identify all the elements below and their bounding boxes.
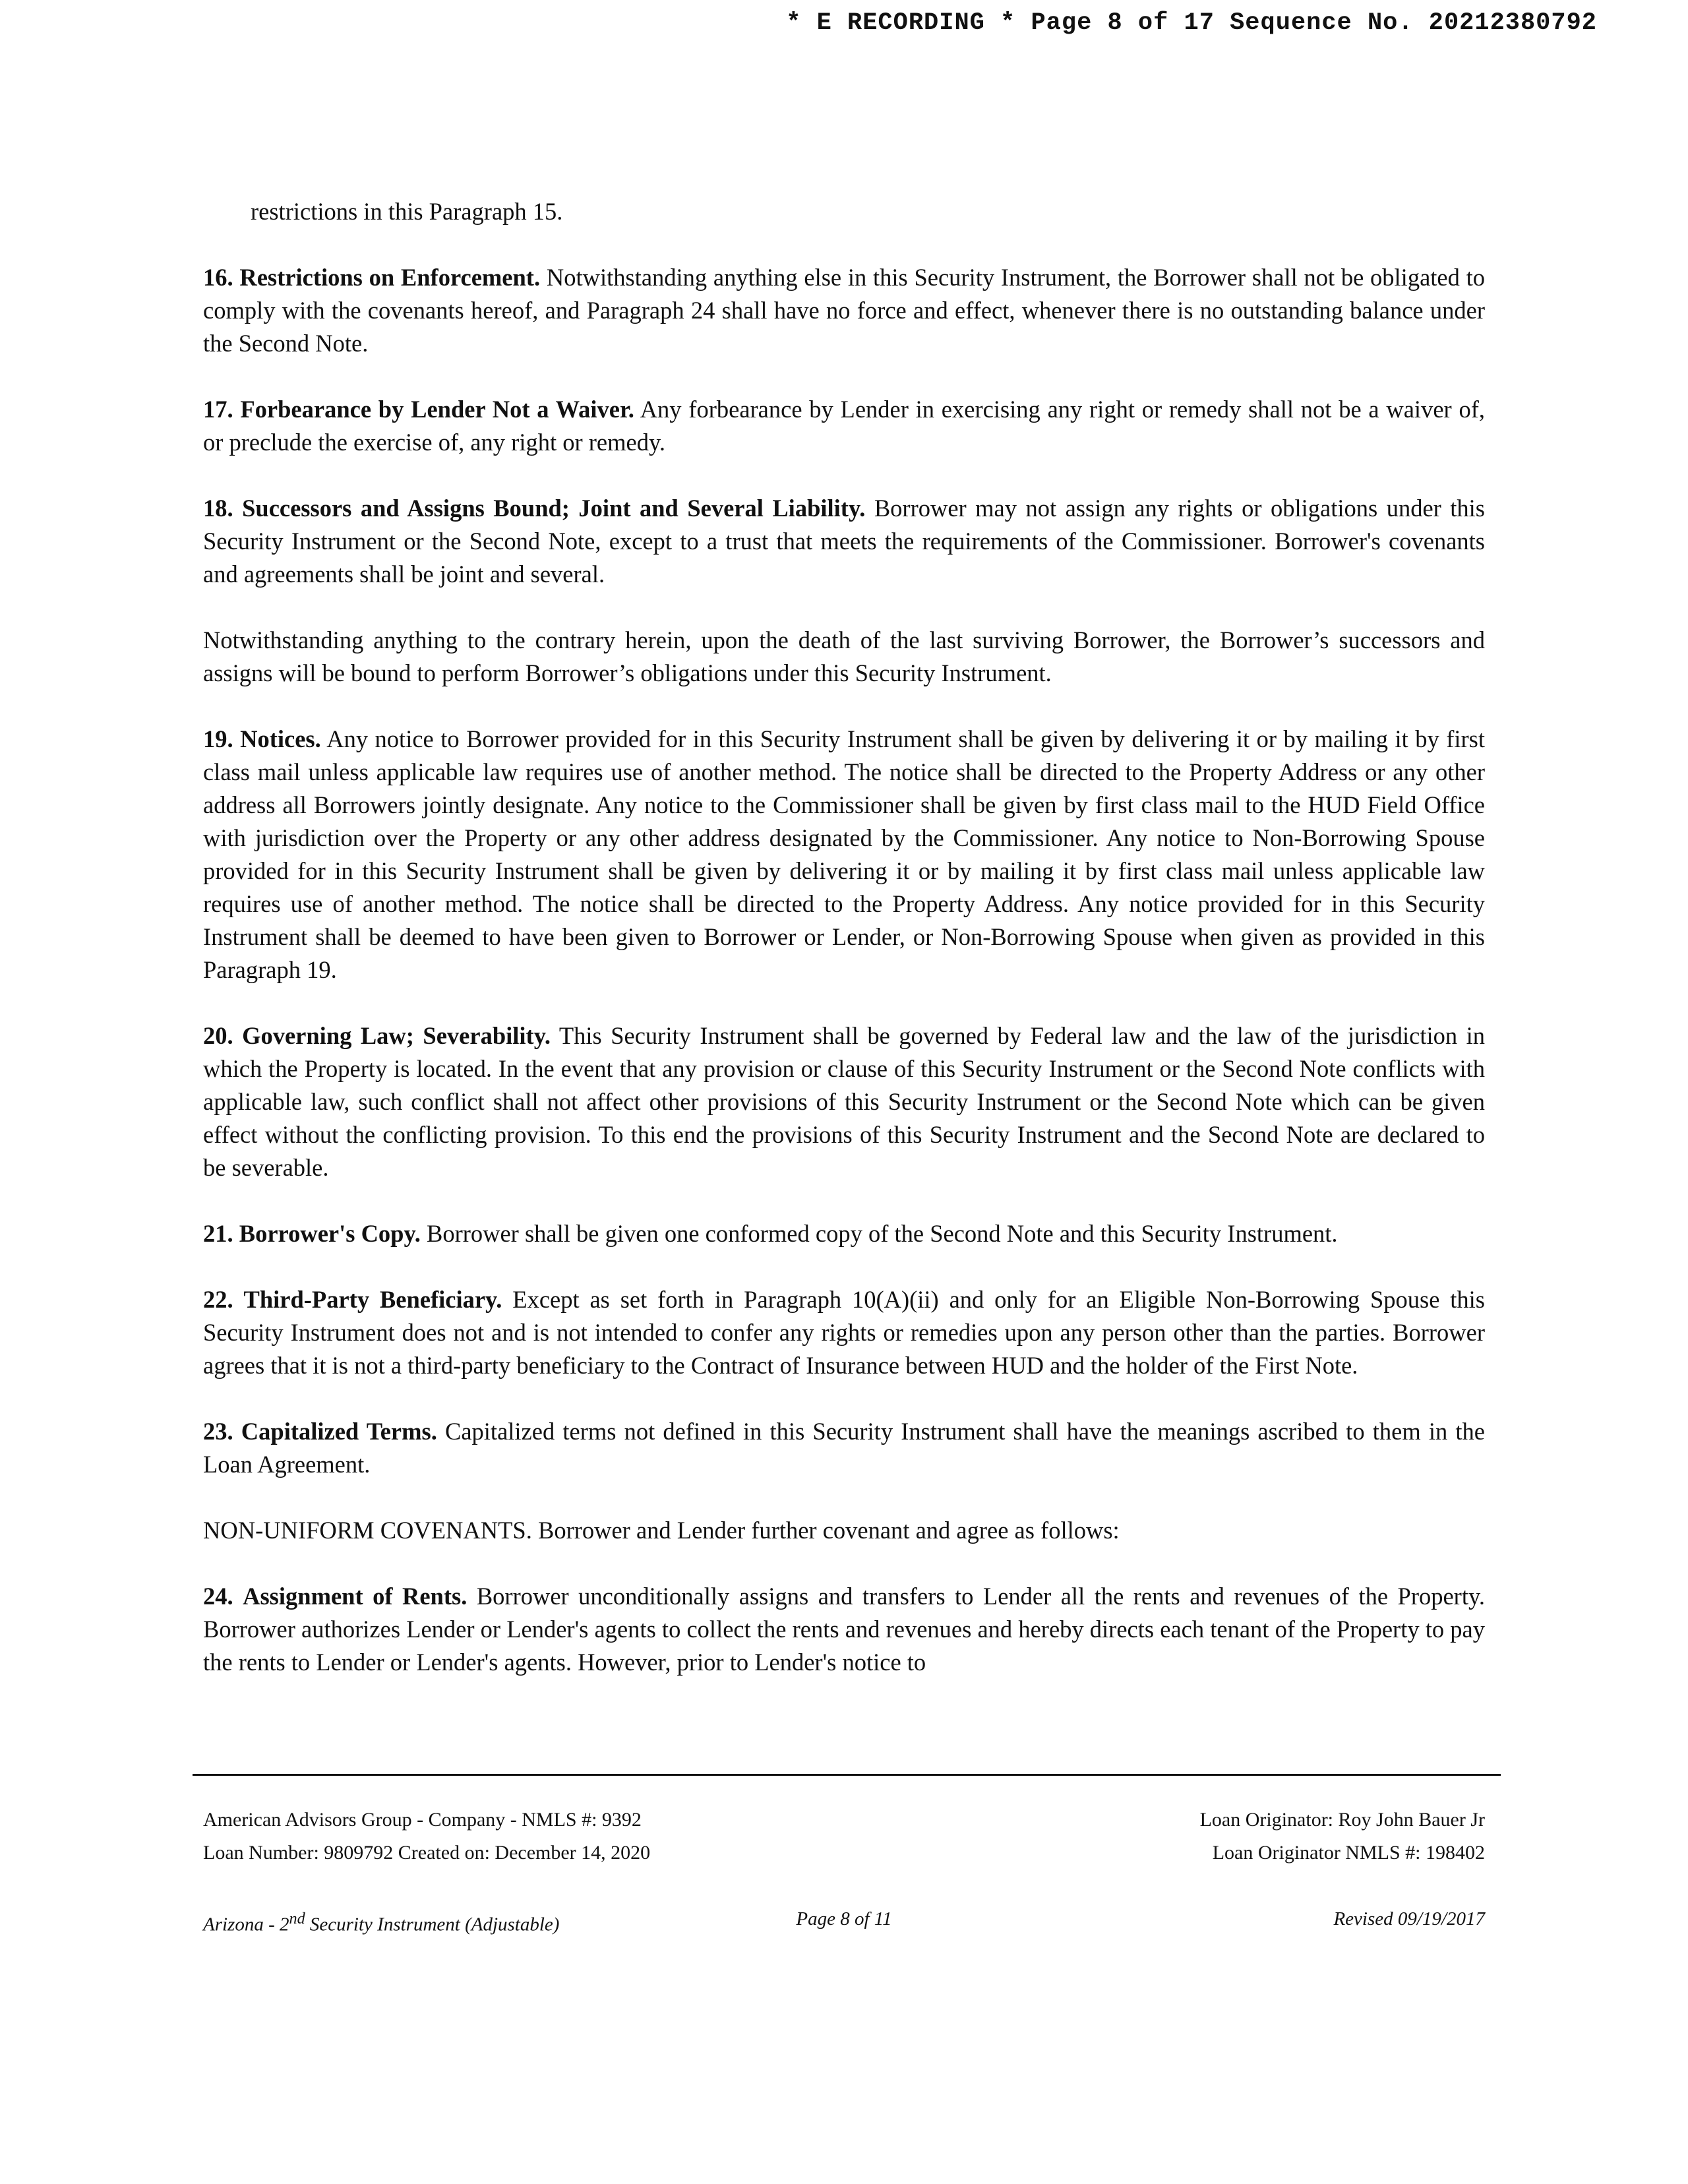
paragraph-title: Capitalized Terms. [241, 1418, 437, 1445]
paragraph-number: 19. [203, 725, 233, 752]
paragraph-18-notwithstanding [203, 624, 1485, 690]
paragraph-text: Any forbearance by Lender in exercising any right or remedy shall not be a waiver of, or preclude the exercise of, any right or remedy. [203, 396, 1485, 456]
paragraph-text: Borrower may not assign any rights or obligations under this Security Instrument or the Second Note, except to a trust that meets the requirements of the Commissioner. Borrower's covenants and agreements shall be joint and several. [203, 495, 1486, 588]
paragraph-16 [203, 261, 1485, 360]
paragraph-title: Assignment of Rents. [243, 1583, 467, 1610]
loan-originator: Loan Originator: Roy John Bauer Jr [1199, 1809, 1485, 1831]
footer-row-2 [203, 1836, 1485, 1869]
paragraph-title: Restrictions on Enforcement. [239, 264, 541, 291]
form-name-prefix: Arizona - 2 [203, 1914, 289, 1935]
paragraph-number: 21. [203, 1220, 233, 1247]
paragraph-number: 16. [203, 264, 233, 291]
form-name-suffix: Security Instrument (Adjustable) [305, 1914, 560, 1935]
paragraph-number: 23. [203, 1418, 233, 1445]
paragraph-text: Borrower unconditionally assigns and transfers to Lender all the rents and revenues of the Property. Borrower authorizes Lender or Lender's agents to collect the rents and revenues and hereby directs each tenant of the Property to pay the rents to Lender or Lender's agents. However, prior to Lender's notice to [203, 1583, 1485, 1676]
paragraph-text: Except as set forth in Paragraph 10(A)(ii) and only for an Eligible Non-Borrowing Spouse this Security Instrument does not and is not intended to confer any rights or remedies upon any person other than the parties. Borrower agrees that it is not a third-party beneficiary to the Contract of Insurance between HUD and the holder of the First Note. [203, 1286, 1486, 1379]
paragraph-20 [203, 1019, 1485, 1184]
paragraph-number: 17. [203, 396, 233, 423]
non-uniform-covenants [203, 1514, 1485, 1547]
paragraph-text: This Security Instrument shall be governed by Federal law and the law of the jurisdiction in which the Property is located. In the event that any provision or clause of this Security Instrument or the Second Note conflicts with applicable law, such conflict shall not affect other provisions of this Security Instrument or the Second Note which can be given effect without the conflicting provision. To this end the provisions of this Security Instrument and the Second Note are declared to be severable. [203, 1022, 1486, 1181]
paragraph-18 [203, 492, 1485, 591]
paragraph-title: Third-Party Beneficiary. [243, 1286, 502, 1313]
paragraph-19 [203, 723, 1485, 986]
footer-info [203, 1804, 1485, 1869]
document-body [203, 195, 1485, 1712]
paragraph-23 [203, 1415, 1485, 1481]
paragraph-text: restrictions in this Paragraph 15. [251, 198, 563, 225]
recording-header: * E RECORDING * Page 8 of 17 Sequence No. 20212380792 [786, 9, 1597, 37]
paragraph-number: 18. [203, 495, 233, 522]
revised-date: Revised 09/19/2017 [1333, 1908, 1485, 1929]
paragraph-text: Borrower shall be given one conformed copy of the Second Note and this Security Instrument. [426, 1220, 1338, 1247]
paragraph-title: Forbearance by Lender Not a Waiver. [240, 396, 634, 423]
paragraph-number: 22. [203, 1286, 233, 1313]
paragraph-15-continuation [203, 195, 1485, 228]
paragraph-text: NON-UNIFORM COVENANTS. Borrower and Lender further covenant and agree as follows: [203, 1517, 1120, 1544]
paragraph-text: Any notice to Borrower provided for in this Security Instrument shall be given by delivering it or by mailing it by first class mail unless applicable law requires use of another method. The notice shall be directed to the Property Address or any other address all Borrowers jointly designate. Any notice to the Commissioner shall be given by first class mail to the HUD Field Office with jurisdiction over the Property or any other address designated by the Commissioner. Any notice to Non-Borrowing Spouse provided for in this Security Instrument shall be given by delivering it or by mailing it by first class mail unless applicable law requires use of another method. The notice shall be directed to the Property Address. Any notice provided for in this Security Instrument shall be deemed to have been given to Borrower or Lender, or Non-Borrowing Spouse when given as provided in this Paragraph 19. [203, 725, 1485, 983]
paragraph-21 [203, 1217, 1485, 1250]
paragraph-title: Notices. [240, 725, 321, 752]
paragraph-22 [203, 1283, 1485, 1382]
paragraph-title: Governing Law; Severability. [242, 1022, 551, 1049]
paragraph-24 [203, 1580, 1485, 1679]
paragraph-text: Notwithstanding anything to the contrary herein, upon the death of the last surviving Borrower, the Borrower’s successors and assigns will be bound to perform Borrower’s obligations under this Security Instrument. [203, 626, 1485, 686]
paragraph-title: Borrower's Copy. [239, 1220, 421, 1247]
footer-divider [193, 1774, 1501, 1776]
paragraph-title: Successors and Assigns Bound; Joint and Several Liability. [242, 495, 866, 522]
page-number: Page 8 of 11 [796, 1908, 892, 1929]
paragraph-number: 24. [203, 1583, 233, 1610]
footer-form-line [203, 1902, 1485, 1941]
form-name-sup: nd [289, 1910, 305, 1927]
paragraph-text: Notwithstanding anything else in this Security Instrument, the Borrower shall not be obligated to comply with the covenants hereof, and Paragraph 24 shall have no force and effect, whenever there is no outstanding balance under the Second Note. [203, 264, 1485, 357]
company-info: American Advisors Group - Company - NMLS #: 9392 [203, 1809, 642, 1831]
loan-number: Loan Number: 9809792 Created on: December 14, 2020 [203, 1842, 651, 1864]
footer-row-1 [203, 1804, 1485, 1836]
paragraph-number: 20. [203, 1022, 233, 1049]
loan-originator-nmls: Loan Originator NMLS #: 198402 [1212, 1842, 1485, 1864]
paragraph-text: Capitalized terms not defined in this Security Instrument shall have the meanings ascribed to them in the Loan Agreement. [203, 1418, 1485, 1478]
paragraph-17 [203, 393, 1485, 459]
